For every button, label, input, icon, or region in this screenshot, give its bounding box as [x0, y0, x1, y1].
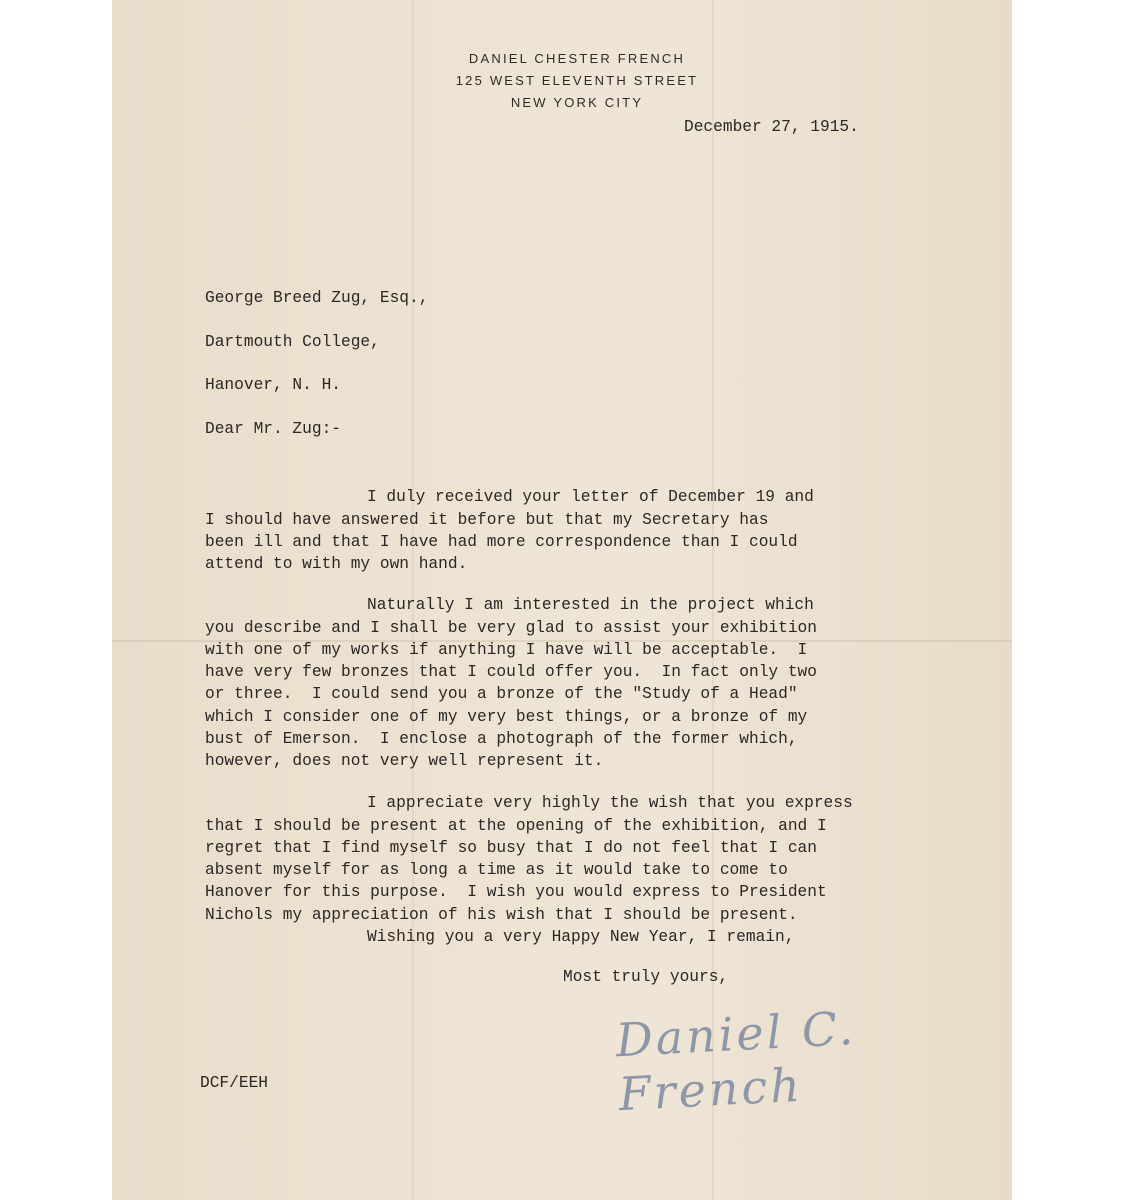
paragraph-line: I should have answered it before but that my Secretary has	[205, 510, 769, 529]
paragraph-line: or three. I could send you a bronze of the "Study of a Head"	[205, 685, 798, 704]
typist-initials: DCF/EEH	[200, 1074, 268, 1092]
paragraph-line: regret that I find myself so busy that I do not feel that I can	[205, 838, 817, 857]
letterhead-name: DANIEL CHESTER FRENCH	[468, 51, 686, 66]
paragraph-3	[205, 770, 853, 926]
paragraph-line: I appreciate very highly the wish that you express	[367, 794, 853, 813]
paragraph-line: Nichols my appreciation of his wish that I should be present.	[205, 905, 798, 924]
paragraph-line: been ill and that I have had more correspondence than I could	[205, 532, 798, 551]
paragraph-line: which I consider one of my very best things, or a bronze of my	[205, 707, 808, 726]
recipient-institution: Dartmouth College,	[205, 333, 380, 351]
closing-wish: Wishing you a very Happy New Year, I remain,	[367, 928, 795, 946]
paragraph-2	[205, 572, 817, 773]
paragraph-line: you describe and I shall be very glad to assist your exhibition	[205, 618, 817, 637]
paragraph-line: that I should be present at the opening of the exhibition, and I	[205, 816, 827, 835]
signature: Daniel C. French	[614, 1000, 858, 1122]
recipient-location: Hanover, N. H.	[205, 376, 341, 394]
letterhead-city: NEW YORK CITY	[510, 95, 644, 110]
paragraph-line: I duly received your letter of December 19 and	[367, 488, 814, 507]
paragraph-line: however, does not very well represent it.	[205, 752, 604, 771]
paragraph-line: absent myself for as long a time as it would take to come to	[205, 861, 788, 880]
closing: Most truly yours,	[563, 968, 729, 986]
letterhead-street: 125 WEST ELEVENTH STREET	[455, 73, 699, 88]
paragraph-line: bust of Emerson. I enclose a photograph of the former which,	[205, 730, 798, 749]
letter-paper	[112, 0, 1012, 1200]
salutation: Dear Mr. Zug:-	[205, 420, 341, 438]
recipient-name: George Breed Zug, Esq.,	[205, 289, 429, 307]
paragraph-line: Naturally I am interested in the project which	[367, 596, 814, 615]
letter-date: December 27, 1915.	[684, 118, 859, 136]
paragraph-1	[205, 464, 814, 575]
paragraph-line: with one of my works if anything I have will be acceptable. I	[205, 640, 808, 659]
paragraph-line: have very few bronzes that I could offer you. In fact only two	[205, 663, 817, 682]
paragraph-line: attend to with my own hand.	[205, 555, 468, 574]
letterhead	[112, 48, 1012, 114]
paragraph-line: Hanover for this purpose. I wish you would express to President	[205, 883, 827, 902]
